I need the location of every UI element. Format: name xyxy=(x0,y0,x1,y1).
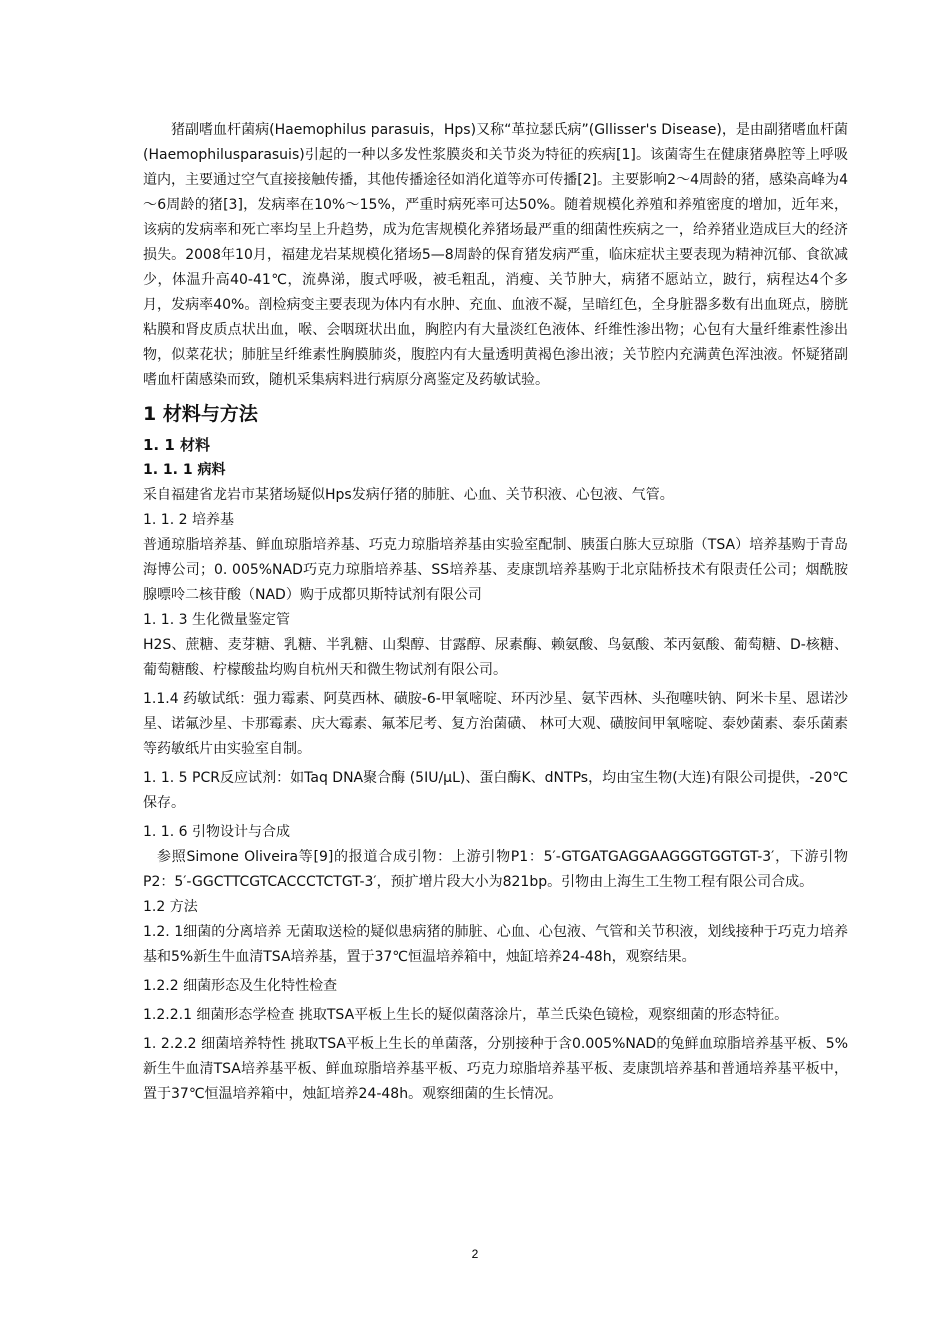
heading-media: 1. 1. 2 培养基 xyxy=(143,512,234,528)
heading-biochem-tubes: 1. 1. 3 生化微量鉴定管 xyxy=(143,612,290,628)
paragraph-biochem-tubes: H2S、蔗糖、麦芽糖、乳糖、半乳糖、山梨醇、甘露醇、尿素酶、赖氨酸、鸟氨酸、苯丙氨酸、葡萄糖、D-核糖、葡萄糖酸、柠檬酸盐均购自杭州天和微生物试剂有限公司。 xyxy=(143,637,848,678)
paragraph-culture-characteristics: 1. 2.2.2 细菌培养特性 挑取TSA平板上生长的单菌落，分别接种于含0.005%NAD的兔鲜血琼脂培养基平板、5%新生牛血清TSA培养基平板、鲜血琼脂培养基平板、巧克力琼脂培养基平板、麦康凯培养基和普通培养基平板中，置于37℃恒温培养箱中，烛缸培养24-48h。观察细菌的生长情况。 xyxy=(143,1036,848,1102)
subsection-heading-materials: 1. 1 材料 xyxy=(143,436,211,454)
subsection-heading-methods: 1.2 方法 xyxy=(143,899,198,915)
paragraph-sample: 采自福建省龙岩市某猪场疑似Hps发病仔猪的肺脏、心血、关节积液、心包液、气管。 xyxy=(143,487,674,503)
paragraph-media: 普通琼脂培养基、鲜血琼脂培养基、巧克力琼脂培养基由实验室配制、胰蛋白胨大豆琼脂（TSA）培养基购于青岛海博公司；0. 005%NAD巧克力琼脂培养基、SS培养基、麦康凯培养基购于北京陆桥技术有限责任公司；烟酰胺腺嘌呤二核苷酸（NAD）购于成都贝斯特试剂有限公司 xyxy=(143,537,848,603)
paragraph-primer-design: 参照Simone Oliveira等[9]的报道合成引物：上游引物P1：5′-GTGATGAGGAAGGGTGGTGT-3′，下游引物P2：5′-GGCTTCGTCACCCTCTGT-3′，预扩增片段大小为821bp。引物由上海生工生物工程有限公司合成。 xyxy=(143,849,848,890)
section-heading-materials-methods: 1 材料与方法 xyxy=(143,403,258,425)
heading-sample: 1. 1. 1 病料 xyxy=(143,462,226,478)
heading-morphology-biochem: 1.2.2 细菌形态及生化特性检查 xyxy=(143,978,338,994)
paragraph-pcr-reagents: 1. 1. 5 PCR反应试剂：如Taq DNA聚合酶 (5IU/μL)、蛋白酶K、dNTPs，均由宝生物(大连)有限公司提供，-20℃保存。 xyxy=(143,770,848,811)
page-number: 2 xyxy=(471,1247,479,1261)
intro-paragraph: 猪副嗜血杆菌病(Haemophilus parasuis，Hps)又称“革拉瑟氏病”(Gllisser's Disease)，是由副猪嗜血杆菌(Haemophilusparasuis)引起的一种以多发性浆膜炎和关节炎为特征的疾病[1]。该菌寄生在健康猪鼻腔等上呼吸道内，主要通过空气直接接触传播，其他传播途径如消化道等亦可传播[2]。主要影响2～4周龄的猪，感染高峰为4～6周龄的猪[3]，发病率在10%～15%，严重时病死率可达50%。随着规模化养殖和养殖密度的增加，近年来，该病的发病率和死亡率均呈上升趋势，成为危害规模化养猪场最严重的细菌性疾病之一，给养猪业造成巨大的经济损失。2008年10月，福建龙岩某规模化猪场5—8周龄的保育猪发病严重，临床症状主要表现为精神沉郁、食欲减少，体温升高40-41℃，流鼻涕，腹式呼吸，被毛粗乱，消瘦、关节肿大，病猪不愿站立，跛行，病程达4个多月，发病率40%。剖检病变主要表现为体内有水肿、充血、血液不凝，呈暗红色，全身脏器多数有出血斑点，膀胱粘膜和肾皮质点状出血，喉、会咽斑状出血，胸腔内有大量淡红色液体、纤维性渗出物；心包有大量纤维素性渗出物，似菜花状；肺脏呈纤维素性胸膜肺炎，腹腔内有大量透明黄褐色渗出液；关节腔内充满黄色浑浊液。怀疑猪副嗜血杆菌感染而致，随机采集病料进行病原分离鉴定及药敏试验。 xyxy=(143,122,848,388)
heading-primer-design: 1. 1. 6 引物设计与合成 xyxy=(143,824,290,840)
paragraph-susceptibility-disks: 1.1.4 药敏试纸：强力霉素、阿莫西林、磺胺-6-甲氧嘧啶、环丙沙星、氨苄西林、头孢噻呋钠、阿米卡星、恩诺沙星、诺氟沙星、卡那霉素、庆大霉素、氟苯尼考、复方治菌磺、 林可大观、磺胺间甲氧嘧啶、泰妙菌素、泰乐菌素等药敏纸片由实验室自制。 xyxy=(143,691,848,757)
paragraph-isolation-culture: 1.2. 1细菌的分离培养 无菌取送检的疑似患病猪的肺脏、心血、心包液、气管和关节积液，划线接种于巧克力培养基和5%新生牛血清TSA培养基，置于37℃恒温培养箱中，烛缸培养24-48h，观察结果。 xyxy=(143,924,848,965)
paragraph-morphology: 1.2.2.1 细菌形态学检查 挑取TSA平板上生长的疑似菌落涂片，革兰氏染色镜检，观察细菌的形态特征。 xyxy=(143,1007,789,1023)
